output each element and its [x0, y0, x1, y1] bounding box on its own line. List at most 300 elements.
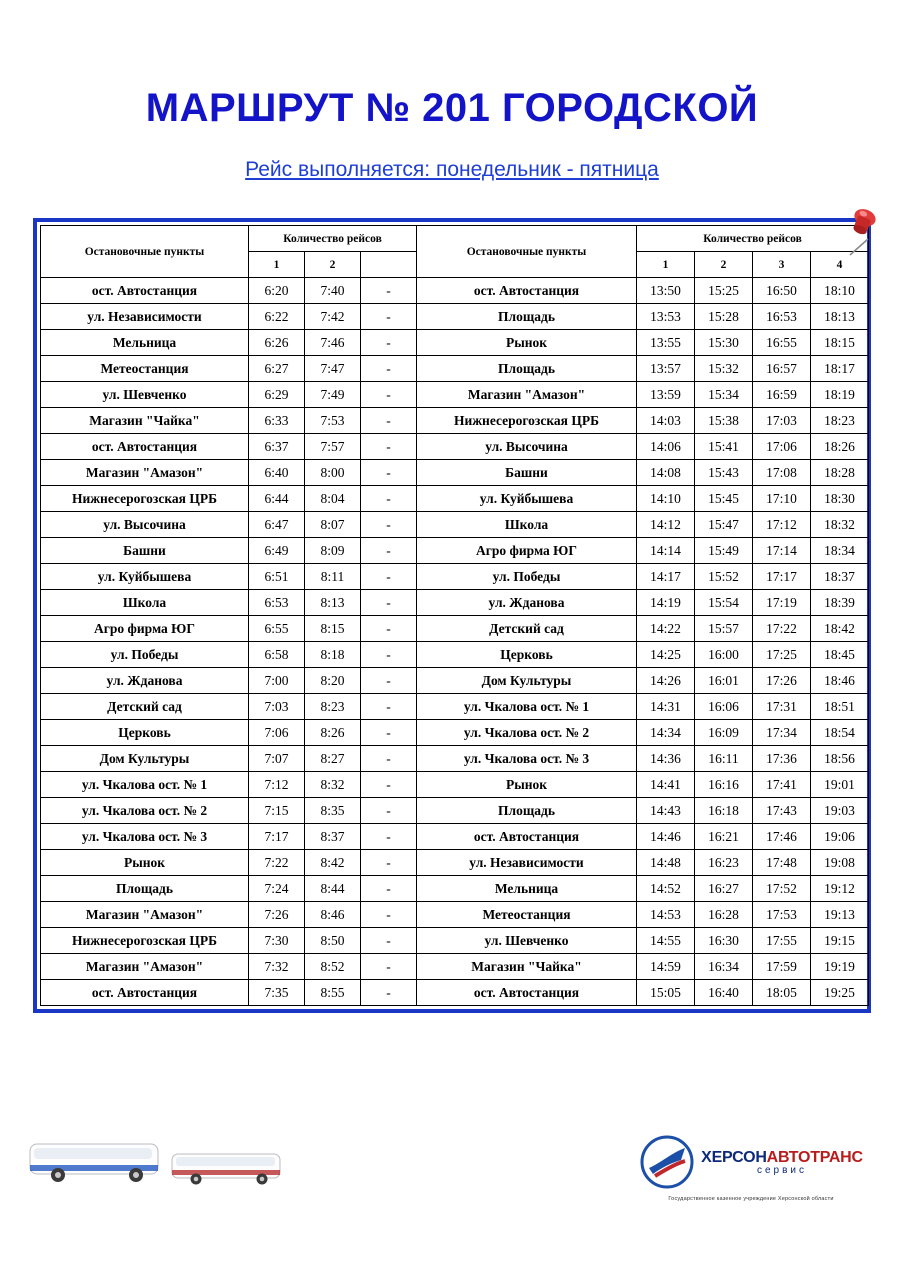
stop-name-left: ул. Шевченко [41, 382, 249, 408]
table-row [41, 486, 869, 512]
time-cell-right: 17:14 [753, 538, 811, 564]
trip-number-left-2: 2 [305, 252, 361, 278]
time-cell-left: 7:49 [305, 382, 361, 408]
time-cell-right: 18:39 [811, 590, 869, 616]
stop-name-right: Нижнесерогозская ЦРБ [417, 408, 637, 434]
stop-name-right: ул. Жданова [417, 590, 637, 616]
time-cell-right: 17:12 [753, 512, 811, 538]
time-cell-right: 18:54 [811, 720, 869, 746]
stop-name-right: Башни [417, 460, 637, 486]
time-cell-left: - [361, 668, 417, 694]
stop-name-left: Мельница [41, 330, 249, 356]
pushpin-icon [838, 205, 882, 257]
time-cell-right: 17:41 [753, 772, 811, 798]
time-cell-right: 17:19 [753, 590, 811, 616]
time-cell-right: 19:06 [811, 824, 869, 850]
time-cell-right: 18:56 [811, 746, 869, 772]
time-cell-left: - [361, 512, 417, 538]
time-cell-left: - [361, 642, 417, 668]
time-cell-right: 14:43 [637, 798, 695, 824]
table-row [41, 876, 869, 902]
time-cell-right: 17:48 [753, 850, 811, 876]
time-cell-left: - [361, 408, 417, 434]
table-row [41, 590, 869, 616]
stop-name-left: Агро фирма ЮГ [41, 616, 249, 642]
time-cell-right: 16:28 [695, 902, 753, 928]
time-cell-right: 18:51 [811, 694, 869, 720]
logo-mark-icon [639, 1134, 695, 1190]
time-cell-right: 15:43 [695, 460, 753, 486]
table-row [41, 564, 869, 590]
time-cell-left: 7:06 [249, 720, 305, 746]
time-cell-right: 15:47 [695, 512, 753, 538]
time-cell-left: - [361, 798, 417, 824]
table-row [41, 694, 869, 720]
time-cell-right: 16:27 [695, 876, 753, 902]
time-cell-left: 7:26 [249, 902, 305, 928]
stop-name-left: Детский сад [41, 694, 249, 720]
time-cell-right: 14:55 [637, 928, 695, 954]
trip-number-right-3: 3 [753, 252, 811, 278]
time-cell-right: 16:11 [695, 746, 753, 772]
time-cell-right: 19:15 [811, 928, 869, 954]
time-cell-right: 15:05 [637, 980, 695, 1006]
time-cell-left: 8:46 [305, 902, 361, 928]
schedule-subtitle: Рейс выполняется: понедельник - пятница [245, 158, 659, 181]
timetable [40, 225, 869, 1006]
stop-name-left: Школа [41, 590, 249, 616]
time-cell-left: 6:55 [249, 616, 305, 642]
time-cell-right: 15:38 [695, 408, 753, 434]
time-cell-right: 19:19 [811, 954, 869, 980]
time-cell-left: 6:27 [249, 356, 305, 382]
time-cell-left: 7:22 [249, 850, 305, 876]
time-cell-right: 14:34 [637, 720, 695, 746]
time-cell-left: 6:58 [249, 642, 305, 668]
table-row [41, 512, 869, 538]
time-cell-left: - [361, 746, 417, 772]
time-cell-right: 14:19 [637, 590, 695, 616]
page-title: МАРШРУТ № 201 ГОРОДСКОЙ [145, 86, 759, 130]
stop-name-right: ул. Чкалова ост. № 1 [417, 694, 637, 720]
timetable-body [41, 278, 869, 1006]
time-cell-right: 17:17 [753, 564, 811, 590]
time-cell-right: 15:25 [695, 278, 753, 304]
time-cell-right: 15:54 [695, 590, 753, 616]
table-row [41, 954, 869, 980]
time-cell-right: 17:31 [753, 694, 811, 720]
trip-number-right-1: 1 [637, 252, 695, 278]
stop-name-right: Детский сад [417, 616, 637, 642]
time-cell-right: 18:42 [811, 616, 869, 642]
time-cell-right: 16:57 [753, 356, 811, 382]
time-cell-right: 16:50 [753, 278, 811, 304]
time-cell-right: 17:26 [753, 668, 811, 694]
table-row [41, 824, 869, 850]
trip-number-right-2: 2 [695, 252, 753, 278]
header-stops-left: Остановочные пункты [41, 226, 249, 278]
time-cell-right: 18:32 [811, 512, 869, 538]
table-row [41, 902, 869, 928]
time-cell-left: 7:12 [249, 772, 305, 798]
time-cell-left: 7:24 [249, 876, 305, 902]
time-cell-left: 7:07 [249, 746, 305, 772]
time-cell-right: 16:00 [695, 642, 753, 668]
time-cell-right: 17:22 [753, 616, 811, 642]
time-cell-right: 18:17 [811, 356, 869, 382]
time-cell-right: 17:53 [753, 902, 811, 928]
time-cell-right: 18:28 [811, 460, 869, 486]
table-row [41, 356, 869, 382]
time-cell-left: 6:22 [249, 304, 305, 330]
time-cell-right: 14:03 [637, 408, 695, 434]
time-cell-left: 8:26 [305, 720, 361, 746]
stop-name-left: ул. Куйбышева [41, 564, 249, 590]
stop-name-right: Площадь [417, 798, 637, 824]
time-cell-left: - [361, 538, 417, 564]
time-cell-right: 17:10 [753, 486, 811, 512]
time-cell-left: 7:17 [249, 824, 305, 850]
time-cell-left: 6:26 [249, 330, 305, 356]
stop-name-left: Магазин "Амазон" [41, 902, 249, 928]
stop-name-right: ул. Шевченко [417, 928, 637, 954]
time-cell-left: 7:30 [249, 928, 305, 954]
stop-name-right: ул. Победы [417, 564, 637, 590]
time-cell-right: 13:53 [637, 304, 695, 330]
time-cell-right: 18:23 [811, 408, 869, 434]
time-cell-left: - [361, 460, 417, 486]
time-cell-right: 13:50 [637, 278, 695, 304]
time-cell-right: 19:03 [811, 798, 869, 824]
time-cell-right: 14:41 [637, 772, 695, 798]
time-cell-left: 8:04 [305, 486, 361, 512]
time-cell-left: - [361, 590, 417, 616]
stop-name-right: Рынок [417, 772, 637, 798]
time-cell-left: - [361, 902, 417, 928]
logo-name-part2: АВТОТРАНС [766, 1148, 863, 1166]
table-row [41, 668, 869, 694]
time-cell-left: 7:53 [305, 408, 361, 434]
time-cell-right: 17:43 [753, 798, 811, 824]
time-cell-right: 18:26 [811, 434, 869, 460]
time-cell-left: - [361, 356, 417, 382]
time-cell-left: 8:23 [305, 694, 361, 720]
stop-name-left: Магазин "Чайка" [41, 408, 249, 434]
time-cell-left: - [361, 980, 417, 1006]
time-cell-right: 15:52 [695, 564, 753, 590]
time-cell-left: 8:35 [305, 798, 361, 824]
table-row [41, 408, 869, 434]
time-cell-right: 18:34 [811, 538, 869, 564]
time-cell-right: 18:10 [811, 278, 869, 304]
time-cell-left: 7:47 [305, 356, 361, 382]
time-cell-left: 7:46 [305, 330, 361, 356]
table-row [41, 434, 869, 460]
time-cell-left: - [361, 694, 417, 720]
time-cell-left: 7:00 [249, 668, 305, 694]
table-row [41, 772, 869, 798]
time-cell-right: 16:55 [753, 330, 811, 356]
time-cell-right: 15:49 [695, 538, 753, 564]
time-cell-right: 14:08 [637, 460, 695, 486]
time-cell-right: 14:22 [637, 616, 695, 642]
time-cell-right: 18:37 [811, 564, 869, 590]
time-cell-left: 7:32 [249, 954, 305, 980]
stop-name-right: ул. Чкалова ост. № 2 [417, 720, 637, 746]
table-row [41, 928, 869, 954]
time-cell-right: 18:15 [811, 330, 869, 356]
table-row [41, 642, 869, 668]
stop-name-left: Магазин "Амазон" [41, 954, 249, 980]
time-cell-left: - [361, 304, 417, 330]
time-cell-right: 16:21 [695, 824, 753, 850]
header-row-titles [41, 226, 869, 252]
time-cell-right: 14:12 [637, 512, 695, 538]
time-cell-left: 6:53 [249, 590, 305, 616]
stop-name-right: ост. Автостанция [417, 824, 637, 850]
time-cell-left: 6:51 [249, 564, 305, 590]
time-cell-left: - [361, 876, 417, 902]
time-cell-right: 16:40 [695, 980, 753, 1006]
time-cell-right: 16:16 [695, 772, 753, 798]
stop-name-left: Башни [41, 538, 249, 564]
time-cell-right: 17:25 [753, 642, 811, 668]
time-cell-right: 14:06 [637, 434, 695, 460]
time-cell-left: - [361, 954, 417, 980]
time-cell-right: 18:19 [811, 382, 869, 408]
time-cell-left: - [361, 330, 417, 356]
time-cell-right: 14:46 [637, 824, 695, 850]
time-cell-right: 14:48 [637, 850, 695, 876]
time-cell-left: 8:50 [305, 928, 361, 954]
time-cell-right: 16:59 [753, 382, 811, 408]
table-row [41, 304, 869, 330]
time-cell-right: 13:59 [637, 382, 695, 408]
time-cell-left: 8:44 [305, 876, 361, 902]
stop-name-left: ул. Высочина [41, 512, 249, 538]
company-logo [626, 1134, 876, 1202]
time-cell-right: 17:08 [753, 460, 811, 486]
time-cell-right: 19:01 [811, 772, 869, 798]
time-cell-right: 17:06 [753, 434, 811, 460]
time-cell-left: 8:20 [305, 668, 361, 694]
stop-name-right: Магазин "Чайка" [417, 954, 637, 980]
trip-number-left-1: 1 [249, 252, 305, 278]
time-cell-left: - [361, 616, 417, 642]
time-cell-left: - [361, 850, 417, 876]
stop-name-left: ост. Автостанция [41, 434, 249, 460]
time-cell-right: 17:52 [753, 876, 811, 902]
table-row [41, 382, 869, 408]
time-cell-left: 8:52 [305, 954, 361, 980]
time-cell-left: 8:13 [305, 590, 361, 616]
header-count-right: Количество рейсов [637, 226, 869, 252]
time-cell-left: 8:09 [305, 538, 361, 564]
time-cell-left: 7:57 [305, 434, 361, 460]
stop-name-left: Рынок [41, 850, 249, 876]
time-cell-right: 19:12 [811, 876, 869, 902]
time-cell-right: 15:30 [695, 330, 753, 356]
time-cell-right: 19:13 [811, 902, 869, 928]
time-cell-right: 19:25 [811, 980, 869, 1006]
stop-name-left: ул. Чкалова ост. № 2 [41, 798, 249, 824]
time-cell-right: 16:30 [695, 928, 753, 954]
header-count-left: Количество рейсов [249, 226, 417, 252]
time-cell-left: 8:27 [305, 746, 361, 772]
time-cell-left: 8:55 [305, 980, 361, 1006]
time-cell-right: 16:06 [695, 694, 753, 720]
time-cell-left: 8:18 [305, 642, 361, 668]
time-cell-right: 14:26 [637, 668, 695, 694]
time-cell-right: 14:17 [637, 564, 695, 590]
time-cell-left: - [361, 434, 417, 460]
stop-name-left: ост. Автостанция [41, 278, 249, 304]
timetable-header [41, 226, 869, 278]
time-cell-left: - [361, 720, 417, 746]
stop-name-left: Нижнесерогозская ЦРБ [41, 486, 249, 512]
time-cell-right: 15:28 [695, 304, 753, 330]
table-row [41, 798, 869, 824]
time-cell-right: 13:55 [637, 330, 695, 356]
stop-name-left: Метеостанция [41, 356, 249, 382]
stop-name-right: Школа [417, 512, 637, 538]
timetable-frame [33, 218, 871, 1013]
time-cell-left: 8:42 [305, 850, 361, 876]
time-cell-right: 13:57 [637, 356, 695, 382]
stop-name-left: Церковь [41, 720, 249, 746]
time-cell-right: 17:59 [753, 954, 811, 980]
bus-illustration [24, 1132, 284, 1192]
time-cell-right: 15:45 [695, 486, 753, 512]
time-cell-left: 8:32 [305, 772, 361, 798]
time-cell-left: 7:42 [305, 304, 361, 330]
time-cell-left: 8:11 [305, 564, 361, 590]
time-cell-right: 14:31 [637, 694, 695, 720]
stop-name-left: ул. Независимости [41, 304, 249, 330]
time-cell-right: 16:09 [695, 720, 753, 746]
time-cell-left: 8:00 [305, 460, 361, 486]
stop-name-right: Магазин "Амазон" [417, 382, 637, 408]
time-cell-right: 18:45 [811, 642, 869, 668]
time-cell-left: 7:35 [249, 980, 305, 1006]
stop-name-right: Мельница [417, 876, 637, 902]
time-cell-left: - [361, 772, 417, 798]
time-cell-right: 16:53 [753, 304, 811, 330]
time-cell-right: 15:34 [695, 382, 753, 408]
time-cell-left: 6:49 [249, 538, 305, 564]
table-row [41, 460, 869, 486]
time-cell-right: 17:46 [753, 824, 811, 850]
time-cell-left: 6:47 [249, 512, 305, 538]
table-row [41, 746, 869, 772]
stop-name-right: Площадь [417, 356, 637, 382]
time-cell-right: 16:34 [695, 954, 753, 980]
time-cell-right: 16:01 [695, 668, 753, 694]
time-cell-left: 8:07 [305, 512, 361, 538]
time-cell-right: 17:36 [753, 746, 811, 772]
logo-caption: Государственное казенное учреждение Херсонской области [668, 1196, 834, 1202]
time-cell-right: 19:08 [811, 850, 869, 876]
time-cell-left: 6:29 [249, 382, 305, 408]
time-cell-left: 8:37 [305, 824, 361, 850]
time-cell-left: - [361, 928, 417, 954]
table-row [41, 980, 869, 1006]
time-cell-left: - [361, 382, 417, 408]
stop-name-left: Нижнесерогозская ЦРБ [41, 928, 249, 954]
stop-name-right: Рынок [417, 330, 637, 356]
time-cell-left: 6:40 [249, 460, 305, 486]
time-cell-right: 17:03 [753, 408, 811, 434]
time-cell-right: 15:32 [695, 356, 753, 382]
time-cell-left: - [361, 564, 417, 590]
time-cell-right: 15:57 [695, 616, 753, 642]
time-cell-right: 17:34 [753, 720, 811, 746]
logo-name-part1: ХЕРСОН [701, 1148, 767, 1166]
time-cell-left: 7:40 [305, 278, 361, 304]
stop-name-right: Площадь [417, 304, 637, 330]
time-cell-left: 7:03 [249, 694, 305, 720]
stop-name-right: ост. Автостанция [417, 278, 637, 304]
time-cell-left: 6:20 [249, 278, 305, 304]
time-cell-left: - [361, 824, 417, 850]
stop-name-right: ул. Независимости [417, 850, 637, 876]
time-cell-left: 8:15 [305, 616, 361, 642]
stop-name-right: ул. Высочина [417, 434, 637, 460]
logo-subtitle: сервис [756, 1164, 808, 1176]
stop-name-left: ул. Победы [41, 642, 249, 668]
time-cell-right: 14:25 [637, 642, 695, 668]
stop-name-right: Метеостанция [417, 902, 637, 928]
time-cell-right: 18:05 [753, 980, 811, 1006]
time-cell-right: 16:18 [695, 798, 753, 824]
stop-name-right: Дом Культуры [417, 668, 637, 694]
stop-name-right: ул. Чкалова ост. № 3 [417, 746, 637, 772]
time-cell-left: 6:37 [249, 434, 305, 460]
time-cell-left: 7:15 [249, 798, 305, 824]
time-cell-left: - [361, 278, 417, 304]
time-cell-right: 15:41 [695, 434, 753, 460]
stop-name-left: Площадь [41, 876, 249, 902]
trip-number-right-4: 4 [811, 252, 869, 278]
stop-name-left: Дом Культуры [41, 746, 249, 772]
time-cell-left: 6:33 [249, 408, 305, 434]
time-cell-right: 17:55 [753, 928, 811, 954]
time-cell-right: 14:53 [637, 902, 695, 928]
trip-number-left-3 [361, 252, 417, 278]
time-cell-right: 18:30 [811, 486, 869, 512]
stop-name-right: ул. Куйбышева [417, 486, 637, 512]
stop-name-left: ост. Автостанция [41, 980, 249, 1006]
table-row [41, 616, 869, 642]
time-cell-right: 14:59 [637, 954, 695, 980]
time-cell-right: 18:13 [811, 304, 869, 330]
table-row [41, 278, 869, 304]
time-cell-right: 18:46 [811, 668, 869, 694]
time-cell-right: 14:52 [637, 876, 695, 902]
table-row [41, 850, 869, 876]
stop-name-right: Церковь [417, 642, 637, 668]
time-cell-right: 14:36 [637, 746, 695, 772]
time-cell-right: 14:14 [637, 538, 695, 564]
header-stops-right: Остановочные пункты [417, 226, 637, 278]
table-row [41, 720, 869, 746]
table-row [41, 330, 869, 356]
time-cell-left: 6:44 [249, 486, 305, 512]
stop-name-right: Агро фирма ЮГ [417, 538, 637, 564]
stop-name-left: ул. Чкалова ост. № 3 [41, 824, 249, 850]
table-row [41, 538, 869, 564]
time-cell-left: - [361, 486, 417, 512]
